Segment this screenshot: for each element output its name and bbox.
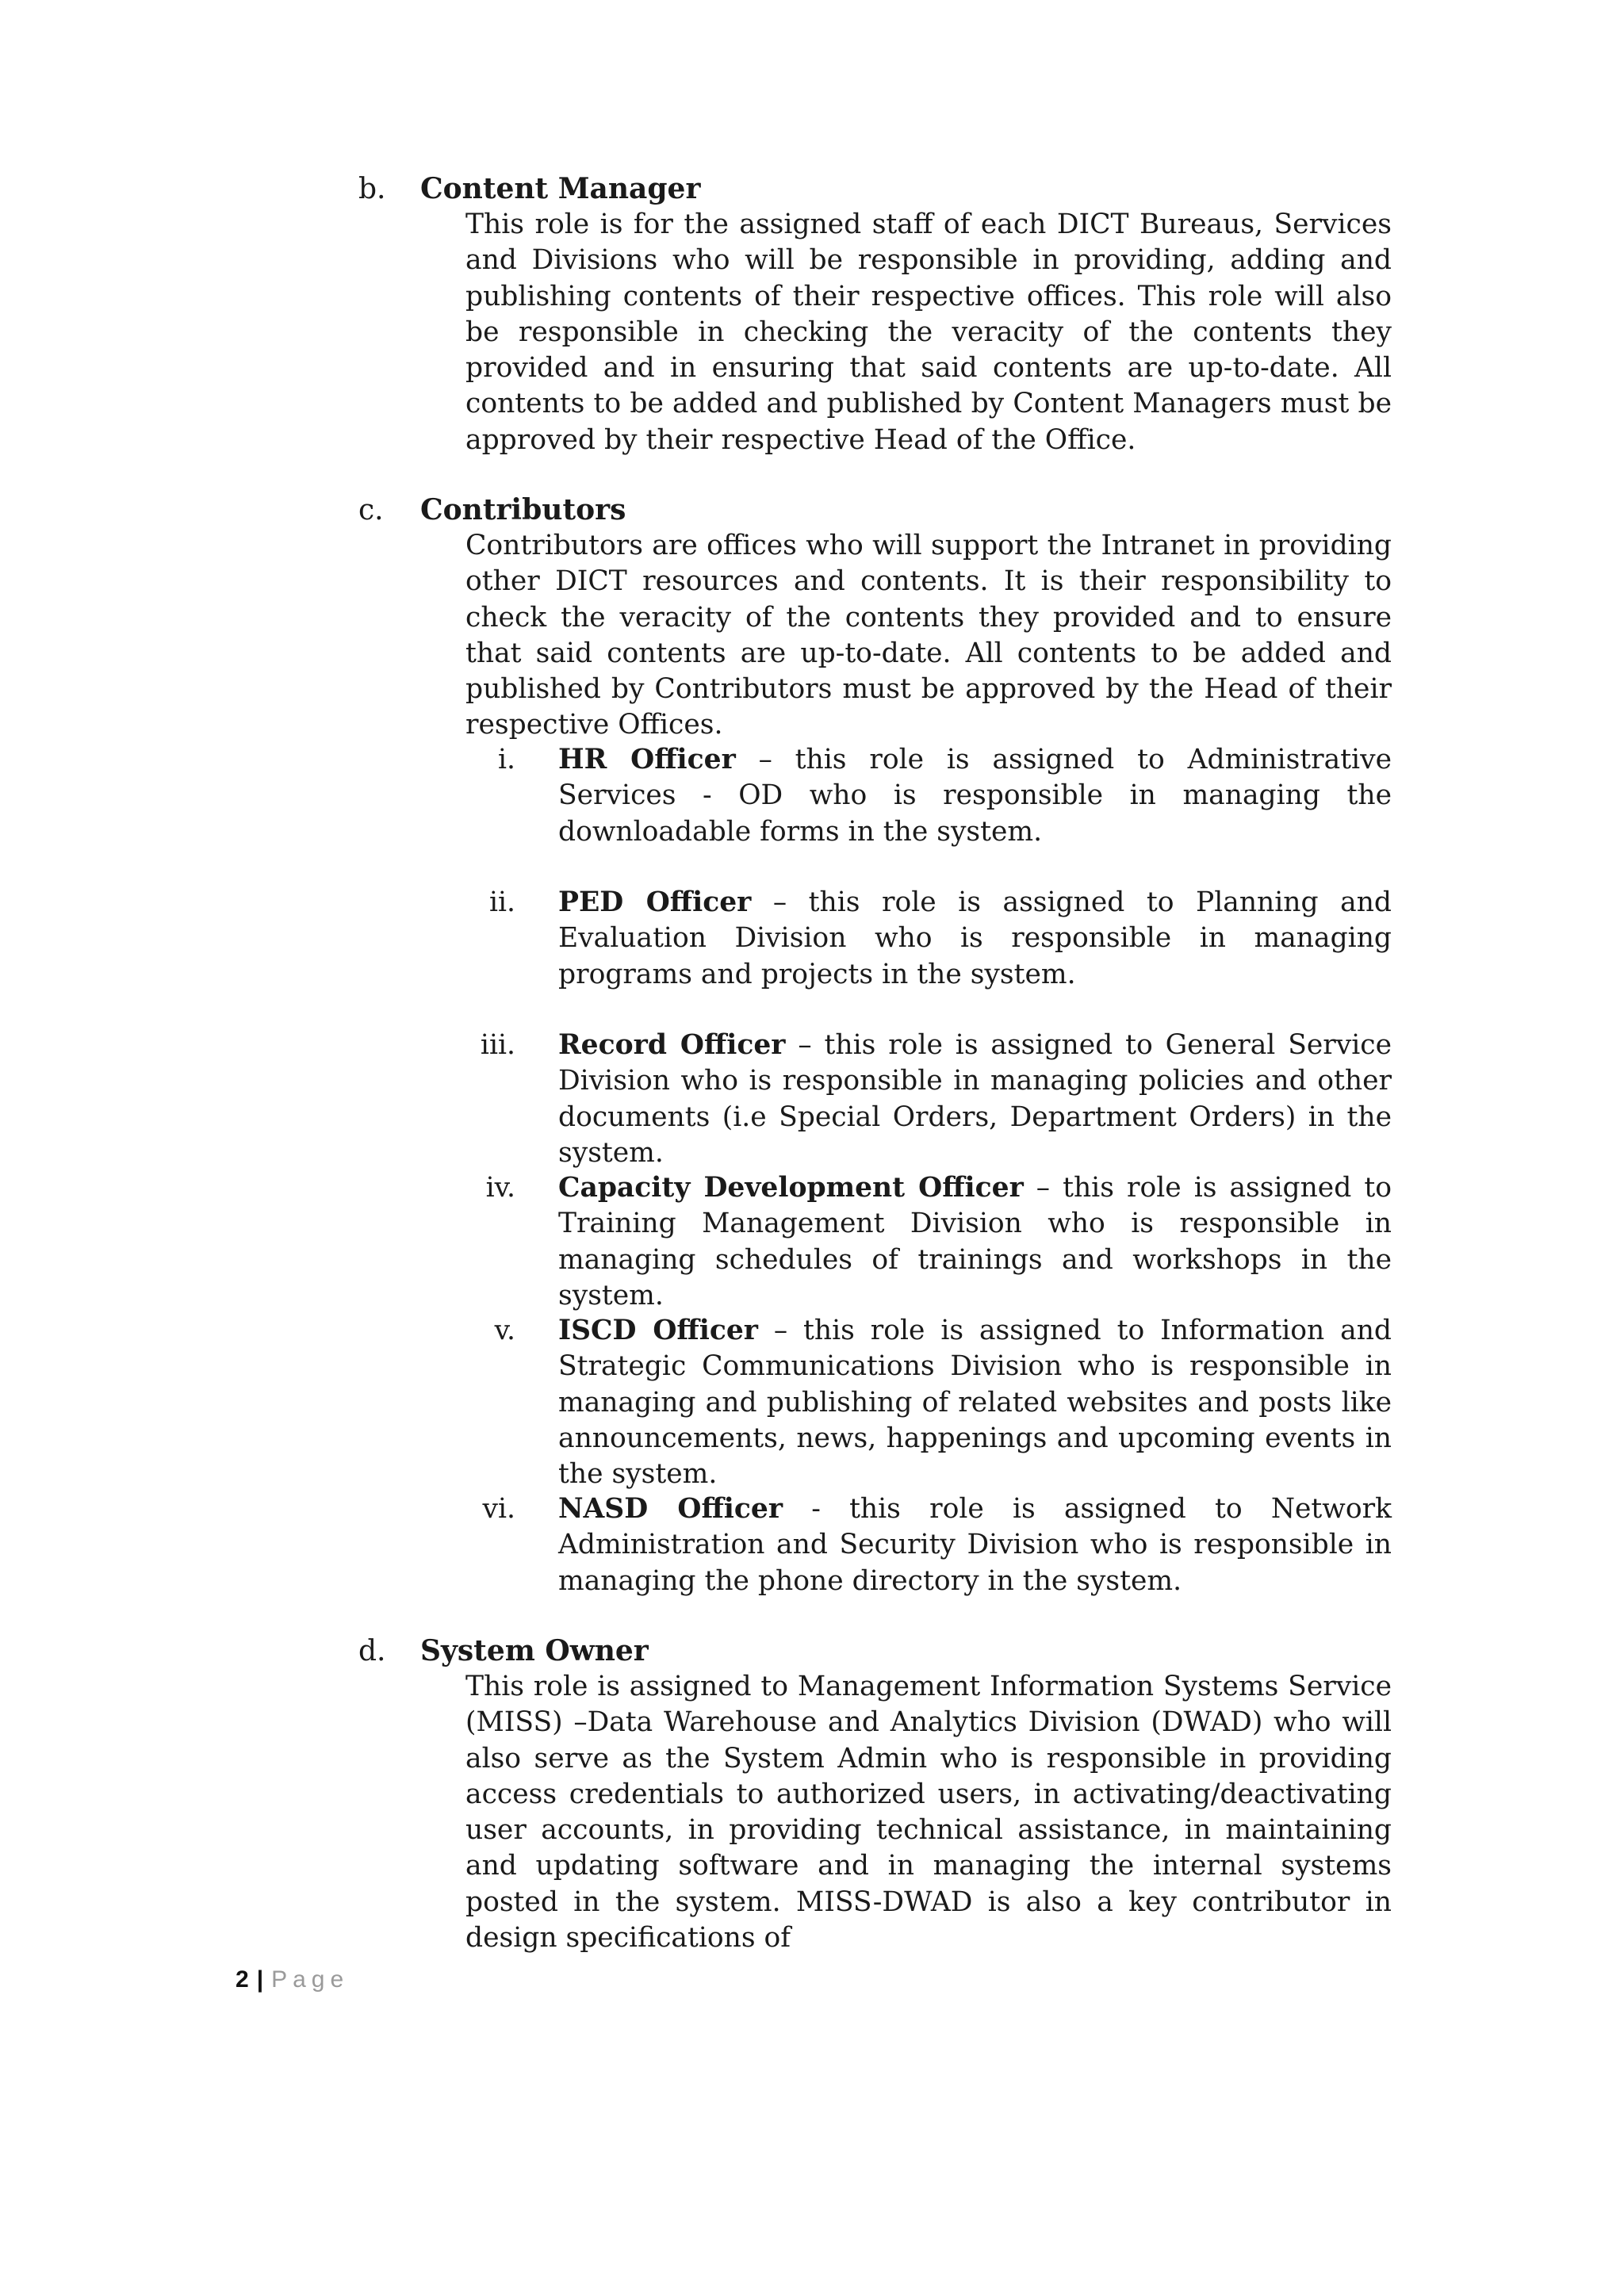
list-item-description: – this role is assigned to Administrative Services - OD who is responsible in managing the downloadable forms in the system. bbox=[558, 744, 1392, 848]
section-marker: d. bbox=[358, 1635, 386, 1667]
list-item-text bbox=[558, 1491, 1392, 1599]
list-item-title: Capacity Development Officer bbox=[558, 1172, 1024, 1204]
list-item-text bbox=[558, 1028, 1392, 1171]
section-marker: c. bbox=[358, 494, 384, 526]
list-item-description: – this role is assigned to General Service Division who is responsible in managing policies and other documents (i.e Special Orders, Department Orders) in the system. bbox=[558, 1029, 1392, 1169]
list-item-description: - this role is assigned to Network Administration and Security Division who is responsible in managing the phone directory in the system. bbox=[558, 1493, 1392, 1597]
list-item-marker: ii. bbox=[488, 886, 515, 918]
page-footer bbox=[236, 1964, 349, 1996]
section-body: This role is assigned to Management Information Systems Service (MISS) –Data Warehouse and Analytics Division (DWAD) who will also serve as the System Admin who is responsible in providing access credentials to authorized users, in activating/deactivating user accounts, in providing technical assistance, in maintaining and updating software and in managing the internal systems posted in the system. MISS-DWAD is also a key contributor in design specifications of bbox=[465, 1671, 1392, 1954]
list-item-marker: iv. bbox=[485, 1172, 515, 1204]
list-item-title: HR Officer bbox=[558, 744, 736, 775]
page-label: Page bbox=[271, 1966, 350, 1993]
list-item-description: – this role is assigned to Training Management Division who is responsible in managing schedules of trainings and workshops in the system. bbox=[558, 1172, 1392, 1311]
list-item-title: PED Officer bbox=[558, 886, 752, 918]
section-title: Content Manager bbox=[420, 172, 701, 205]
list-item-description: – this role is assigned to Information and Strategic Communications Division who is responsible in managing and publishing of related websites and posts like announcements, news, happenings and upcoming events in the system. bbox=[558, 1315, 1392, 1491]
list-item-marker: v. bbox=[494, 1315, 515, 1346]
section-body: This role is for the assigned staff of each DICT Bureaus, Services and Divisions who will be responsible in providing, adding and publishing contents of their respective offices. This role will also be responsible in checking the veracity of the contents they provided and in ensuring that said contents are up-to-date. All contents to be added and published by Content Managers must be approved by their respective Head of the Office. bbox=[465, 209, 1392, 456]
list-item-text bbox=[558, 1170, 1392, 1314]
section-body: Contributors are offices who will support the Intranet in providing other DICT resources and contents. It is their responsibility to check the veracity of the contents they provided and to ensure that said contents are up-to-date. All contents to be added and published by Contributors must be approved by the Head of their respective Offices. bbox=[465, 530, 1392, 741]
list-item-title: NASD Officer bbox=[558, 1493, 783, 1525]
list-item-text bbox=[558, 1313, 1392, 1492]
list-item-title: ISCD Officer bbox=[558, 1315, 758, 1346]
page-number: 2 bbox=[236, 1966, 249, 1993]
section-title: System Owner bbox=[420, 1634, 649, 1667]
list-item-text bbox=[558, 742, 1392, 850]
list-item-marker: iii. bbox=[480, 1029, 515, 1061]
list-item-title: Record Officer bbox=[558, 1029, 786, 1061]
section-title: Contributors bbox=[420, 493, 626, 526]
footer-separator: | bbox=[256, 1966, 264, 1993]
list-item-marker: vi. bbox=[482, 1493, 515, 1525]
list-item-marker: i. bbox=[497, 744, 515, 775]
list-item-text bbox=[558, 885, 1392, 993]
list-item-description: – this role is assigned to Planning and Evaluation Division who is responsible in managing programs and projects in the system. bbox=[558, 886, 1392, 990]
section-marker: b. bbox=[358, 173, 386, 205]
